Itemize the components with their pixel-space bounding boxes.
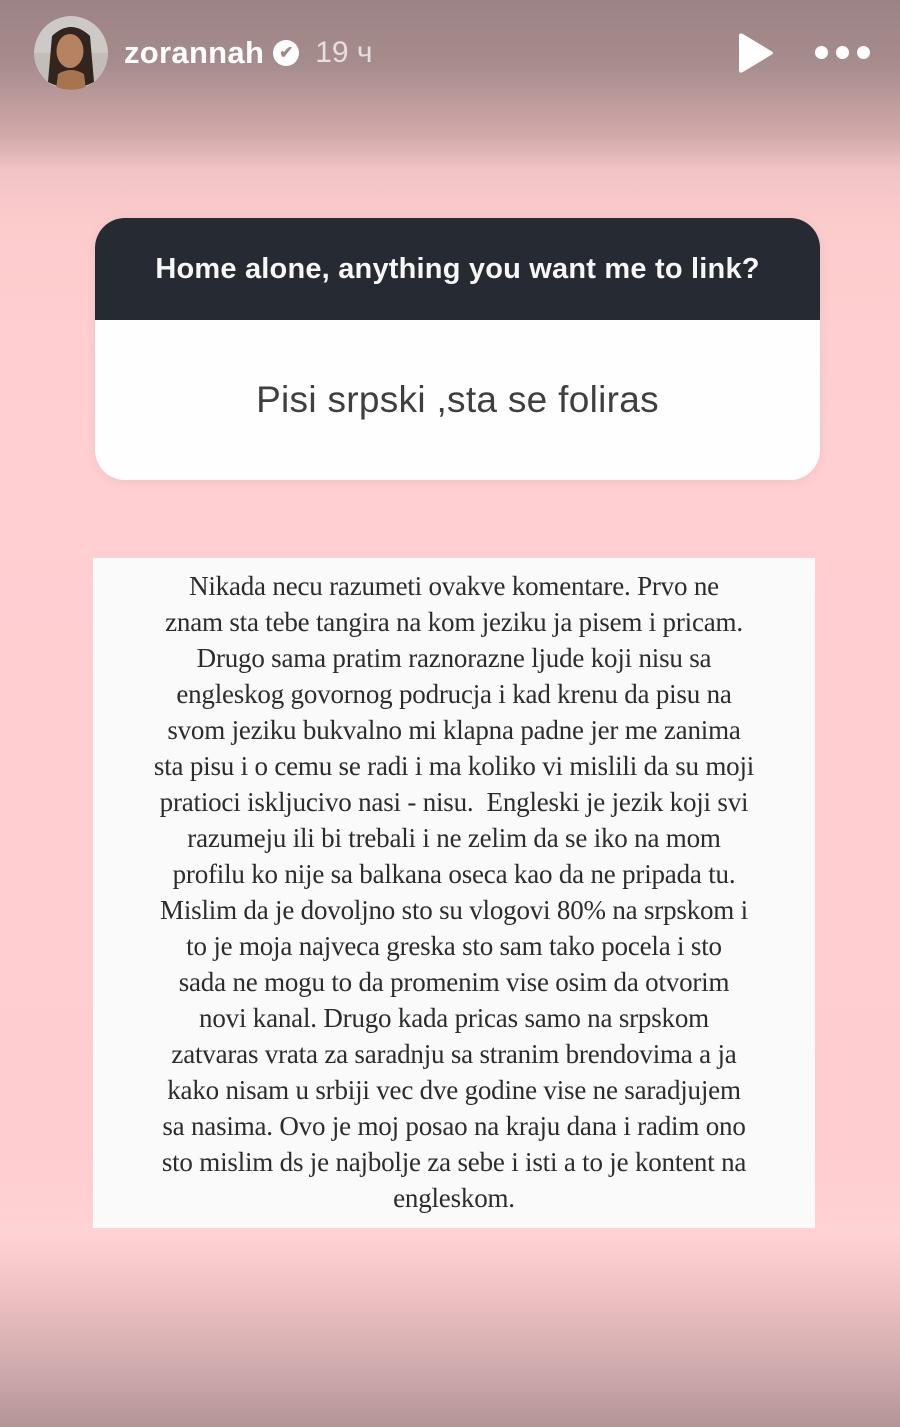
reply-line: sa nasima. Ovo je moj posao na kraju dana i radim ono [162, 1111, 746, 1141]
reply-text-block [93, 558, 815, 1228]
more-options-icon[interactable] [815, 46, 870, 59]
reply-line: sta pisu i o cemu se radi i ma koliko vi mislili da su moji [153, 751, 755, 781]
reply-line: engleskog govornog podrucja i kad krenu da pisu na [176, 679, 732, 709]
verified-badge-icon: ✔ [273, 40, 299, 66]
story-header [0, 0, 900, 105]
reply-line: znam sta tebe tangira na kom jeziku ja pisem i pricam. [165, 607, 743, 637]
reply-line: sada ne mogu to da promenim vise osim da otvorim [178, 967, 730, 997]
reply-line: razumeju ili bi trebali i ne zelim da se iko na mom [187, 823, 721, 853]
avatar[interactable] [34, 16, 108, 90]
story-timestamp: 19 ч [315, 35, 373, 69]
reply-line: svom jeziku bukvalno mi klapna padne jer me zanima [167, 715, 741, 745]
reply-line: sto mislim ds je najbolje za sebe i isti a to je kontent na [161, 1147, 747, 1177]
story-actions [735, 30, 870, 76]
reply-line: kako nisam u srbiji vec dve godine vise ne saradjujem [167, 1075, 741, 1105]
question-sticker-response: Pisi srpski ,sta se foliras [95, 320, 820, 480]
avatar-portrait-image [34, 16, 108, 90]
question-sticker-prompt: Home alone, anything you want me to link? [95, 218, 820, 320]
reply-line: novi kanal. Drugo kada pricas samo na srpskom [199, 1003, 709, 1033]
reply-line: Mislim da je dovoljno sto su vlogovi 80% na srpskom i [160, 895, 748, 925]
username[interactable]: zorannah [124, 34, 265, 70]
reply-line: zatvaras vrata za saradnju sa stranim brendovima a ja [171, 1039, 737, 1069]
reply-line: to je moja najveca greska sto sam tako pocela i sto [186, 931, 722, 961]
reply-line: Nikada necu razumeti ovakve komentare. Prvo ne [189, 571, 719, 601]
reply-line: engleskom. [393, 1183, 515, 1213]
reply-line: pratioci iskljucivo nasi - nisu. Engleski je jezik koji svi [159, 787, 749, 817]
question-sticker[interactable] [95, 218, 820, 480]
reply-line: Drugo sama pratim raznorazne ljude koji nisu sa [196, 643, 712, 673]
play-icon[interactable] [735, 30, 775, 76]
reply-line: profilu ko nije sa balkana oseca kao da ne pripada tu. [172, 859, 736, 889]
